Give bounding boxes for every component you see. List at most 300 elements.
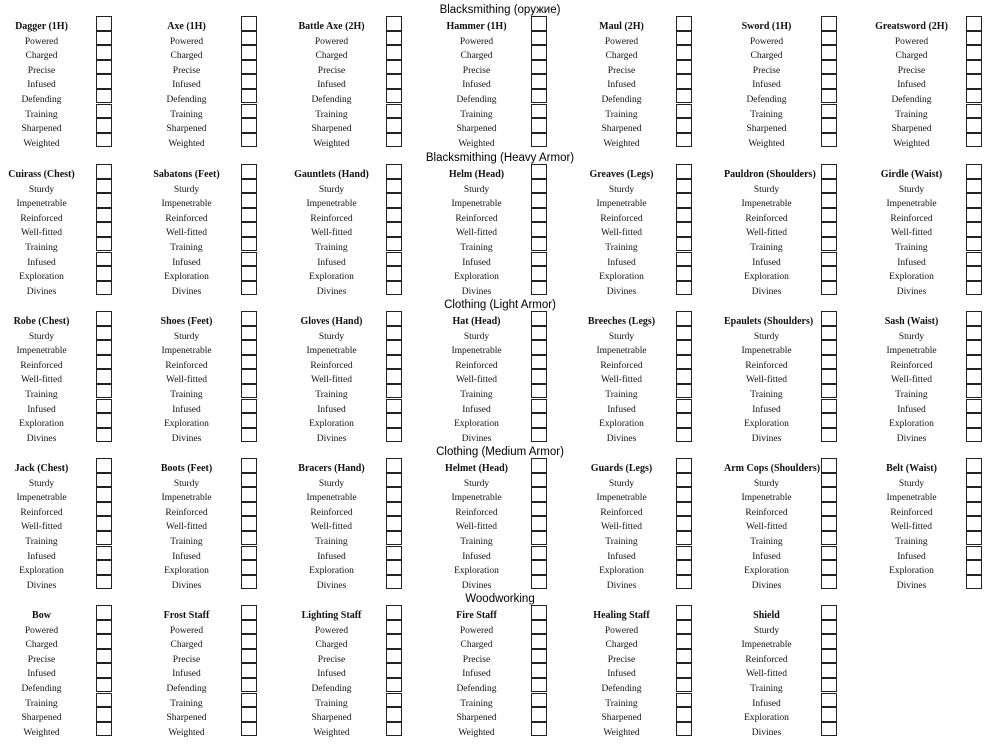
trait-checkbox[interactable]	[821, 118, 837, 133]
trait-checkbox[interactable]	[676, 31, 692, 46]
trait-checkbox[interactable]	[821, 208, 837, 223]
item-checkbox[interactable]	[821, 605, 837, 620]
trait-checkbox[interactable]	[531, 31, 547, 46]
item-checkbox[interactable]	[241, 16, 257, 31]
trait-checkbox[interactable]	[531, 104, 547, 119]
trait-checkbox[interactable]	[676, 208, 692, 223]
item-checkbox[interactable]	[241, 311, 257, 326]
trait-checkbox[interactable]	[386, 399, 402, 414]
trait-checkbox[interactable]	[386, 193, 402, 208]
trait-checkbox[interactable]	[966, 428, 982, 443]
item-checkbox[interactable]	[676, 311, 692, 326]
trait-checkbox[interactable]	[96, 575, 112, 590]
item-checkbox[interactable]	[386, 311, 402, 326]
item-checkbox[interactable]	[386, 605, 402, 620]
trait-checkbox[interactable]	[821, 663, 837, 678]
item-checkbox[interactable]	[386, 458, 402, 473]
trait-checkbox[interactable]	[96, 118, 112, 133]
trait-checkbox[interactable]	[96, 133, 112, 148]
item-checkbox[interactable]	[821, 16, 837, 31]
trait-checkbox[interactable]	[241, 266, 257, 281]
item-checkbox[interactable]	[966, 311, 982, 326]
trait-checkbox[interactable]	[386, 413, 402, 428]
trait-checkbox[interactable]	[966, 89, 982, 104]
item-checkbox[interactable]	[96, 164, 112, 179]
trait-checkbox[interactable]	[386, 531, 402, 546]
trait-checkbox[interactable]	[241, 281, 257, 296]
trait-checkbox[interactable]	[676, 487, 692, 502]
trait-checkbox[interactable]	[821, 531, 837, 546]
trait-checkbox[interactable]	[531, 413, 547, 428]
trait-checkbox[interactable]	[241, 60, 257, 75]
trait-checkbox[interactable]	[241, 326, 257, 341]
trait-checkbox[interactable]	[676, 60, 692, 75]
item-checkbox[interactable]	[531, 458, 547, 473]
trait-checkbox[interactable]	[96, 89, 112, 104]
trait-checkbox[interactable]	[966, 60, 982, 75]
trait-checkbox[interactable]	[821, 193, 837, 208]
trait-checkbox[interactable]	[676, 399, 692, 414]
trait-checkbox[interactable]	[96, 208, 112, 223]
trait-checkbox[interactable]	[966, 326, 982, 341]
trait-checkbox[interactable]	[531, 487, 547, 502]
trait-checkbox[interactable]	[966, 473, 982, 488]
trait-checkbox[interactable]	[821, 237, 837, 252]
trait-checkbox[interactable]	[966, 31, 982, 46]
trait-checkbox[interactable]	[676, 179, 692, 194]
trait-checkbox[interactable]	[386, 560, 402, 575]
trait-checkbox[interactable]	[241, 399, 257, 414]
trait-checkbox[interactable]	[676, 634, 692, 649]
trait-checkbox[interactable]	[96, 369, 112, 384]
trait-checkbox[interactable]	[241, 237, 257, 252]
trait-checkbox[interactable]	[531, 560, 547, 575]
trait-checkbox[interactable]	[531, 399, 547, 414]
trait-checkbox[interactable]	[821, 575, 837, 590]
item-checkbox[interactable]	[241, 605, 257, 620]
trait-checkbox[interactable]	[531, 634, 547, 649]
trait-checkbox[interactable]	[966, 281, 982, 296]
trait-checkbox[interactable]	[241, 546, 257, 561]
trait-checkbox[interactable]	[676, 473, 692, 488]
trait-checkbox[interactable]	[676, 620, 692, 635]
trait-checkbox[interactable]	[241, 133, 257, 148]
trait-checkbox[interactable]	[676, 281, 692, 296]
trait-checkbox[interactable]	[531, 237, 547, 252]
trait-checkbox[interactable]	[531, 531, 547, 546]
trait-checkbox[interactable]	[96, 355, 112, 370]
trait-checkbox[interactable]	[96, 634, 112, 649]
trait-checkbox[interactable]	[241, 649, 257, 664]
trait-checkbox[interactable]	[96, 663, 112, 678]
trait-checkbox[interactable]	[241, 208, 257, 223]
trait-checkbox[interactable]	[821, 355, 837, 370]
trait-checkbox[interactable]	[241, 516, 257, 531]
trait-checkbox[interactable]	[966, 237, 982, 252]
trait-checkbox[interactable]	[96, 237, 112, 252]
trait-checkbox[interactable]	[531, 722, 547, 737]
trait-checkbox[interactable]	[821, 384, 837, 399]
trait-checkbox[interactable]	[386, 487, 402, 502]
trait-checkbox[interactable]	[966, 560, 982, 575]
trait-checkbox[interactable]	[531, 473, 547, 488]
trait-checkbox[interactable]	[241, 179, 257, 194]
trait-checkbox[interactable]	[821, 179, 837, 194]
trait-checkbox[interactable]	[966, 355, 982, 370]
trait-checkbox[interactable]	[821, 634, 837, 649]
trait-checkbox[interactable]	[386, 133, 402, 148]
trait-checkbox[interactable]	[241, 74, 257, 89]
trait-checkbox[interactable]	[96, 45, 112, 60]
trait-checkbox[interactable]	[386, 31, 402, 46]
trait-checkbox[interactable]	[676, 222, 692, 237]
trait-checkbox[interactable]	[531, 222, 547, 237]
trait-checkbox[interactable]	[966, 45, 982, 60]
trait-checkbox[interactable]	[96, 693, 112, 708]
trait-checkbox[interactable]	[96, 384, 112, 399]
trait-checkbox[interactable]	[966, 222, 982, 237]
item-checkbox[interactable]	[676, 605, 692, 620]
trait-checkbox[interactable]	[821, 31, 837, 46]
trait-checkbox[interactable]	[531, 193, 547, 208]
trait-checkbox[interactable]	[821, 649, 837, 664]
trait-checkbox[interactable]	[96, 326, 112, 341]
trait-checkbox[interactable]	[966, 133, 982, 148]
trait-checkbox[interactable]	[386, 60, 402, 75]
trait-checkbox[interactable]	[821, 104, 837, 119]
trait-checkbox[interactable]	[821, 516, 837, 531]
trait-checkbox[interactable]	[676, 516, 692, 531]
trait-checkbox[interactable]	[386, 326, 402, 341]
trait-checkbox[interactable]	[386, 516, 402, 531]
trait-checkbox[interactable]	[241, 428, 257, 443]
trait-checkbox[interactable]	[821, 473, 837, 488]
trait-checkbox[interactable]	[241, 575, 257, 590]
trait-checkbox[interactable]	[386, 355, 402, 370]
trait-checkbox[interactable]	[531, 355, 547, 370]
trait-checkbox[interactable]	[966, 369, 982, 384]
trait-checkbox[interactable]	[96, 193, 112, 208]
trait-checkbox[interactable]	[966, 516, 982, 531]
trait-checkbox[interactable]	[531, 620, 547, 635]
trait-checkbox[interactable]	[821, 487, 837, 502]
trait-checkbox[interactable]	[386, 237, 402, 252]
trait-checkbox[interactable]	[821, 133, 837, 148]
trait-checkbox[interactable]	[821, 340, 837, 355]
trait-checkbox[interactable]	[821, 89, 837, 104]
trait-checkbox[interactable]	[386, 678, 402, 693]
trait-checkbox[interactable]	[96, 340, 112, 355]
trait-checkbox[interactable]	[531, 384, 547, 399]
item-checkbox[interactable]	[241, 458, 257, 473]
item-checkbox[interactable]	[241, 164, 257, 179]
trait-checkbox[interactable]	[966, 252, 982, 267]
trait-checkbox[interactable]	[96, 560, 112, 575]
trait-checkbox[interactable]	[96, 74, 112, 89]
trait-checkbox[interactable]	[96, 502, 112, 517]
item-checkbox[interactable]	[531, 605, 547, 620]
trait-checkbox[interactable]	[241, 413, 257, 428]
trait-checkbox[interactable]	[966, 340, 982, 355]
trait-checkbox[interactable]	[821, 546, 837, 561]
trait-checkbox[interactable]	[386, 575, 402, 590]
trait-checkbox[interactable]	[821, 502, 837, 517]
trait-checkbox[interactable]	[96, 531, 112, 546]
trait-checkbox[interactable]	[531, 516, 547, 531]
trait-checkbox[interactable]	[386, 179, 402, 194]
trait-checkbox[interactable]	[96, 266, 112, 281]
trait-checkbox[interactable]	[386, 502, 402, 517]
trait-checkbox[interactable]	[96, 413, 112, 428]
trait-checkbox[interactable]	[966, 575, 982, 590]
trait-checkbox[interactable]	[676, 340, 692, 355]
trait-checkbox[interactable]	[676, 45, 692, 60]
trait-checkbox[interactable]	[966, 531, 982, 546]
trait-checkbox[interactable]	[241, 502, 257, 517]
trait-checkbox[interactable]	[966, 74, 982, 89]
trait-checkbox[interactable]	[386, 649, 402, 664]
trait-checkbox[interactable]	[386, 722, 402, 737]
trait-checkbox[interactable]	[531, 281, 547, 296]
trait-checkbox[interactable]	[241, 693, 257, 708]
trait-checkbox[interactable]	[531, 74, 547, 89]
item-checkbox[interactable]	[531, 311, 547, 326]
trait-checkbox[interactable]	[676, 104, 692, 119]
trait-checkbox[interactable]	[966, 384, 982, 399]
trait-checkbox[interactable]	[821, 693, 837, 708]
trait-checkbox[interactable]	[241, 678, 257, 693]
trait-checkbox[interactable]	[386, 473, 402, 488]
trait-checkbox[interactable]	[676, 89, 692, 104]
trait-checkbox[interactable]	[676, 193, 692, 208]
trait-checkbox[interactable]	[966, 502, 982, 517]
trait-checkbox[interactable]	[386, 634, 402, 649]
item-checkbox[interactable]	[96, 311, 112, 326]
trait-checkbox[interactable]	[386, 281, 402, 296]
trait-checkbox[interactable]	[241, 560, 257, 575]
trait-checkbox[interactable]	[821, 222, 837, 237]
trait-checkbox[interactable]	[531, 546, 547, 561]
item-checkbox[interactable]	[821, 458, 837, 473]
trait-checkbox[interactable]	[531, 266, 547, 281]
trait-checkbox[interactable]	[241, 104, 257, 119]
item-checkbox[interactable]	[676, 164, 692, 179]
trait-checkbox[interactable]	[241, 384, 257, 399]
trait-checkbox[interactable]	[241, 369, 257, 384]
trait-checkbox[interactable]	[676, 663, 692, 678]
trait-checkbox[interactable]	[531, 693, 547, 708]
trait-checkbox[interactable]	[821, 428, 837, 443]
trait-checkbox[interactable]	[241, 707, 257, 722]
trait-checkbox[interactable]	[531, 60, 547, 75]
trait-checkbox[interactable]	[821, 678, 837, 693]
trait-checkbox[interactable]	[96, 104, 112, 119]
trait-checkbox[interactable]	[96, 60, 112, 75]
item-checkbox[interactable]	[966, 16, 982, 31]
trait-checkbox[interactable]	[96, 722, 112, 737]
item-checkbox[interactable]	[966, 458, 982, 473]
trait-checkbox[interactable]	[676, 384, 692, 399]
trait-checkbox[interactable]	[386, 252, 402, 267]
trait-checkbox[interactable]	[531, 340, 547, 355]
item-checkbox[interactable]	[386, 164, 402, 179]
item-checkbox[interactable]	[821, 164, 837, 179]
trait-checkbox[interactable]	[386, 620, 402, 635]
trait-checkbox[interactable]	[821, 620, 837, 635]
trait-checkbox[interactable]	[966, 193, 982, 208]
trait-checkbox[interactable]	[96, 678, 112, 693]
trait-checkbox[interactable]	[676, 355, 692, 370]
trait-checkbox[interactable]	[96, 620, 112, 635]
trait-checkbox[interactable]	[96, 281, 112, 296]
trait-checkbox[interactable]	[531, 649, 547, 664]
trait-checkbox[interactable]	[96, 222, 112, 237]
trait-checkbox[interactable]	[966, 118, 982, 133]
trait-checkbox[interactable]	[241, 620, 257, 635]
trait-checkbox[interactable]	[966, 399, 982, 414]
trait-checkbox[interactable]	[676, 74, 692, 89]
trait-checkbox[interactable]	[676, 118, 692, 133]
trait-checkbox[interactable]	[386, 663, 402, 678]
trait-checkbox[interactable]	[386, 89, 402, 104]
item-checkbox[interactable]	[531, 164, 547, 179]
trait-checkbox[interactable]	[676, 133, 692, 148]
trait-checkbox[interactable]	[96, 252, 112, 267]
trait-checkbox[interactable]	[966, 266, 982, 281]
trait-checkbox[interactable]	[966, 487, 982, 502]
trait-checkbox[interactable]	[531, 89, 547, 104]
trait-checkbox[interactable]	[386, 428, 402, 443]
trait-checkbox[interactable]	[531, 208, 547, 223]
trait-checkbox[interactable]	[96, 31, 112, 46]
trait-checkbox[interactable]	[676, 237, 692, 252]
trait-checkbox[interactable]	[966, 208, 982, 223]
trait-checkbox[interactable]	[821, 281, 837, 296]
trait-checkbox[interactable]	[531, 179, 547, 194]
trait-checkbox[interactable]	[676, 252, 692, 267]
trait-checkbox[interactable]	[676, 326, 692, 341]
trait-checkbox[interactable]	[676, 428, 692, 443]
trait-checkbox[interactable]	[531, 133, 547, 148]
trait-checkbox[interactable]	[386, 104, 402, 119]
trait-checkbox[interactable]	[821, 266, 837, 281]
trait-checkbox[interactable]	[676, 413, 692, 428]
trait-checkbox[interactable]	[386, 693, 402, 708]
item-checkbox[interactable]	[386, 16, 402, 31]
item-checkbox[interactable]	[821, 311, 837, 326]
trait-checkbox[interactable]	[821, 722, 837, 737]
trait-checkbox[interactable]	[676, 707, 692, 722]
trait-checkbox[interactable]	[676, 560, 692, 575]
trait-checkbox[interactable]	[676, 266, 692, 281]
trait-checkbox[interactable]	[821, 60, 837, 75]
trait-checkbox[interactable]	[531, 678, 547, 693]
trait-checkbox[interactable]	[821, 560, 837, 575]
trait-checkbox[interactable]	[386, 369, 402, 384]
trait-checkbox[interactable]	[676, 722, 692, 737]
trait-checkbox[interactable]	[96, 399, 112, 414]
trait-checkbox[interactable]	[821, 326, 837, 341]
trait-checkbox[interactable]	[96, 516, 112, 531]
trait-checkbox[interactable]	[386, 45, 402, 60]
trait-checkbox[interactable]	[676, 502, 692, 517]
trait-checkbox[interactable]	[531, 663, 547, 678]
trait-checkbox[interactable]	[96, 649, 112, 664]
trait-checkbox[interactable]	[531, 575, 547, 590]
trait-checkbox[interactable]	[241, 487, 257, 502]
trait-checkbox[interactable]	[386, 340, 402, 355]
trait-checkbox[interactable]	[966, 413, 982, 428]
trait-checkbox[interactable]	[96, 707, 112, 722]
trait-checkbox[interactable]	[966, 179, 982, 194]
trait-checkbox[interactable]	[676, 693, 692, 708]
trait-checkbox[interactable]	[531, 502, 547, 517]
trait-checkbox[interactable]	[386, 384, 402, 399]
trait-checkbox[interactable]	[531, 369, 547, 384]
trait-checkbox[interactable]	[821, 399, 837, 414]
trait-checkbox[interactable]	[676, 678, 692, 693]
trait-checkbox[interactable]	[96, 179, 112, 194]
item-checkbox[interactable]	[96, 605, 112, 620]
trait-checkbox[interactable]	[821, 45, 837, 60]
trait-checkbox[interactable]	[241, 473, 257, 488]
trait-checkbox[interactable]	[96, 487, 112, 502]
item-checkbox[interactable]	[966, 164, 982, 179]
trait-checkbox[interactable]	[531, 252, 547, 267]
trait-checkbox[interactable]	[821, 252, 837, 267]
item-checkbox[interactable]	[96, 16, 112, 31]
trait-checkbox[interactable]	[821, 74, 837, 89]
trait-checkbox[interactable]	[386, 208, 402, 223]
trait-checkbox[interactable]	[241, 355, 257, 370]
trait-checkbox[interactable]	[241, 663, 257, 678]
trait-checkbox[interactable]	[386, 222, 402, 237]
trait-checkbox[interactable]	[241, 340, 257, 355]
trait-checkbox[interactable]	[676, 531, 692, 546]
trait-checkbox[interactable]	[676, 369, 692, 384]
trait-checkbox[interactable]	[241, 193, 257, 208]
trait-checkbox[interactable]	[96, 428, 112, 443]
trait-checkbox[interactable]	[241, 722, 257, 737]
trait-checkbox[interactable]	[241, 118, 257, 133]
trait-checkbox[interactable]	[676, 649, 692, 664]
trait-checkbox[interactable]	[531, 118, 547, 133]
trait-checkbox[interactable]	[676, 546, 692, 561]
item-checkbox[interactable]	[531, 16, 547, 31]
trait-checkbox[interactable]	[241, 531, 257, 546]
trait-checkbox[interactable]	[386, 266, 402, 281]
trait-checkbox[interactable]	[96, 473, 112, 488]
trait-checkbox[interactable]	[676, 575, 692, 590]
item-checkbox[interactable]	[96, 458, 112, 473]
item-checkbox[interactable]	[676, 458, 692, 473]
trait-checkbox[interactable]	[386, 707, 402, 722]
trait-checkbox[interactable]	[386, 118, 402, 133]
trait-checkbox[interactable]	[966, 104, 982, 119]
item-checkbox[interactable]	[676, 16, 692, 31]
trait-checkbox[interactable]	[966, 546, 982, 561]
trait-checkbox[interactable]	[821, 369, 837, 384]
trait-checkbox[interactable]	[386, 546, 402, 561]
trait-checkbox[interactable]	[241, 45, 257, 60]
trait-checkbox[interactable]	[821, 707, 837, 722]
trait-checkbox[interactable]	[531, 707, 547, 722]
trait-checkbox[interactable]	[821, 413, 837, 428]
trait-checkbox[interactable]	[241, 89, 257, 104]
trait-checkbox[interactable]	[531, 428, 547, 443]
trait-checkbox[interactable]	[241, 634, 257, 649]
trait-checkbox[interactable]	[96, 546, 112, 561]
